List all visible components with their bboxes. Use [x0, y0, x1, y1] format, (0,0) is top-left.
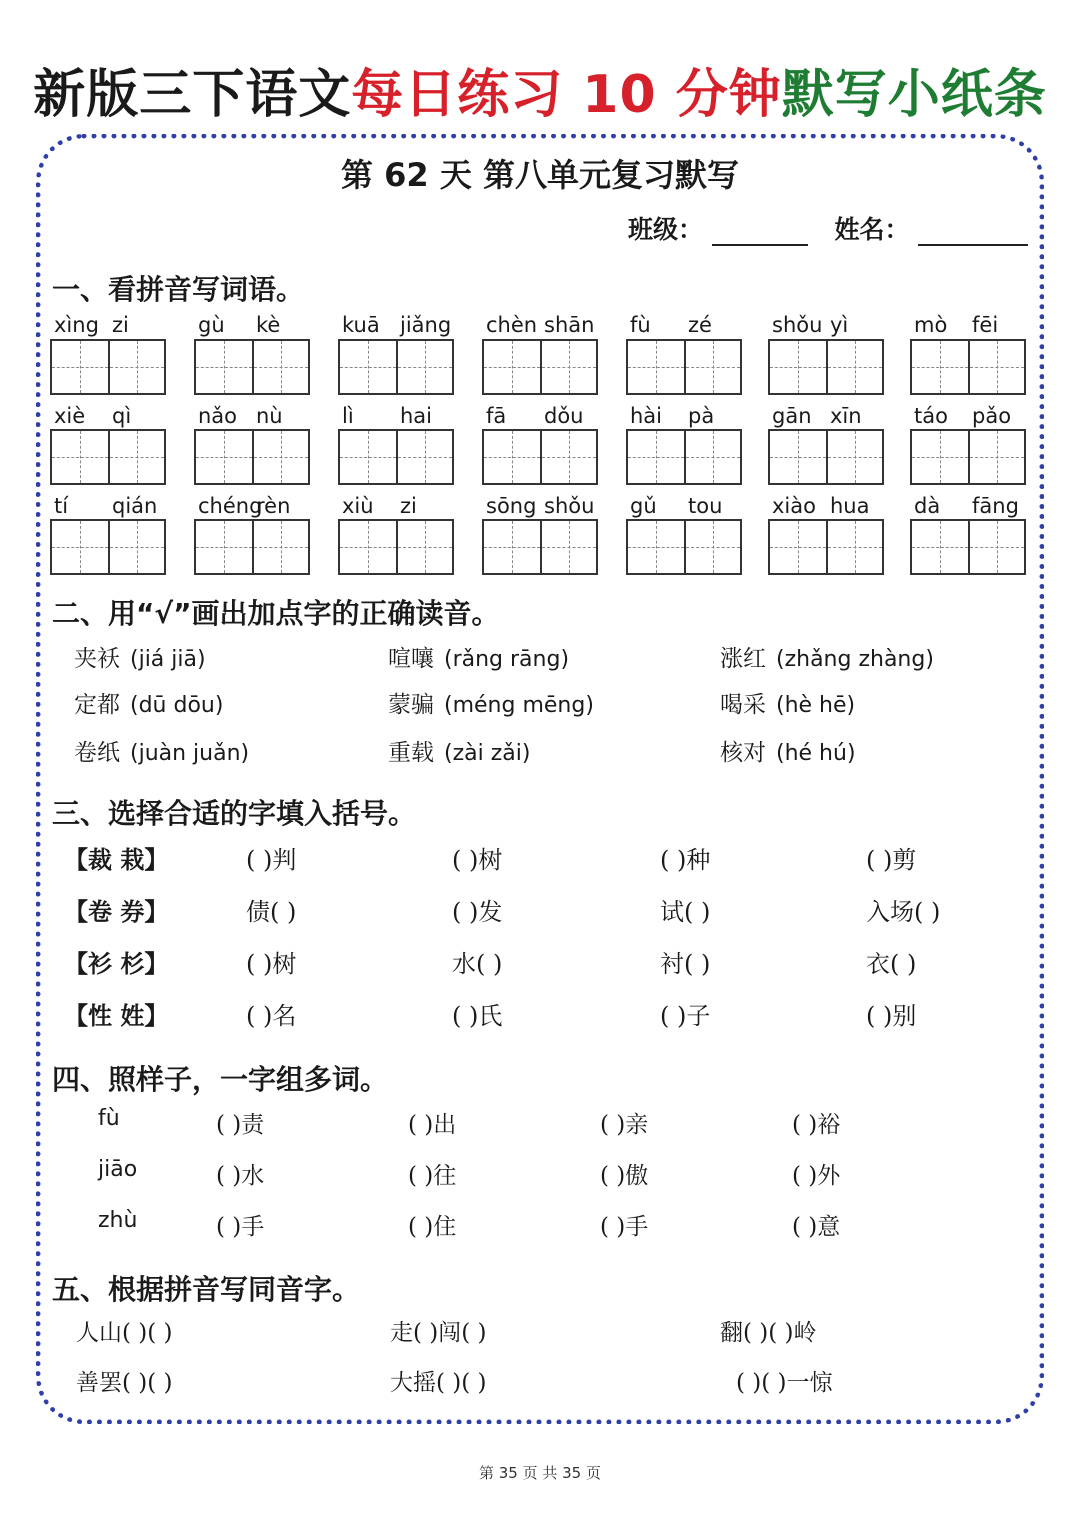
pinyin-syllable-2: nù [256, 404, 283, 428]
tian-cell [252, 431, 308, 483]
writing-box[interactable] [626, 339, 742, 395]
day-title: 第 62 天 第八单元复习默写 [341, 156, 739, 194]
reading-options[interactable]: (dū dōu) [130, 693, 224, 718]
tian-cell [108, 431, 164, 483]
guide-line [940, 521, 941, 573]
title-part-black: 新版三下语文 [33, 65, 352, 125]
writing-box[interactable] [626, 429, 742, 485]
pinyin-syllable-2: hai [400, 404, 433, 428]
group-blank[interactable]: ( )出 [408, 1112, 457, 1138]
reading-word: 核对 [720, 740, 766, 766]
reading-options[interactable]: (rǎng rāng) [444, 647, 570, 672]
pinyin-syllable-1: kuā [342, 313, 380, 337]
tian-cell [826, 341, 882, 393]
reading-options[interactable]: (hé hú) [776, 741, 856, 766]
pinyin-syllable-2: qián [112, 494, 158, 518]
guide-line [80, 521, 81, 573]
header-title [0, 52, 1080, 127]
writing-box[interactable] [910, 519, 1026, 575]
guide-line [512, 521, 513, 573]
choice-blank[interactable]: ( )子 [660, 1002, 711, 1030]
group-pinyin: fù [98, 1106, 120, 1131]
section-4-title: 四、照样子，一字组多词。 [52, 1063, 389, 1096]
reading-options[interactable]: (jiá jiā) [130, 647, 206, 672]
guide-line [656, 521, 657, 573]
reading-word: 夹袄 [74, 646, 120, 672]
tian-cell [252, 521, 308, 573]
pinyin-syllable-1: chéng [198, 494, 263, 518]
reading-word: 喝采 [720, 692, 766, 718]
choice-pair: 【卷 券】 [64, 897, 169, 926]
writing-box[interactable] [194, 429, 310, 485]
reading-word: 喧嚷 [388, 646, 434, 672]
tian-cell [968, 341, 1024, 393]
writing-box[interactable] [194, 339, 310, 395]
choice-blank[interactable]: ( )种 [660, 846, 711, 874]
choice-blank[interactable]: ( )发 [452, 898, 503, 926]
tian-cell [196, 341, 252, 393]
guide-line [855, 431, 856, 483]
reading-word: 涨红 [720, 646, 766, 672]
guide-line [224, 431, 225, 483]
reading-item [74, 686, 223, 719]
choice-blank[interactable]: ( )氏 [452, 1002, 503, 1030]
section-2-title: 二、用“√”画出加点字的正确读音。 [52, 597, 500, 630]
choice-pair: 【裁 栽】 [64, 845, 169, 874]
tian-cell [968, 431, 1024, 483]
pinyin-syllable-2: shǒu [544, 494, 595, 518]
guide-line [713, 431, 714, 483]
class-label: 班级： [628, 215, 704, 244]
writing-box[interactable] [338, 339, 454, 395]
homophone-item[interactable]: 翻( )( )岭 [720, 1320, 817, 1346]
writing-box[interactable] [910, 339, 1026, 395]
tian-cell [912, 431, 968, 483]
tian-cell [540, 521, 596, 573]
guide-line [798, 521, 799, 573]
tian-cell [340, 431, 396, 483]
pinyin-syllable-1: xiào [772, 494, 816, 518]
guide-line [713, 521, 714, 573]
writing-box[interactable] [50, 519, 166, 575]
guide-line [224, 341, 225, 393]
reading-word: 定都 [74, 692, 120, 718]
pinyin-syllable-2: zi [112, 313, 129, 337]
tian-cell [628, 521, 684, 573]
group-pinyin: jiāo [98, 1157, 138, 1182]
tian-cell [484, 521, 540, 573]
guide-line [368, 521, 369, 573]
pinyin-syllable-2: fēi [972, 313, 999, 337]
name-blank[interactable] [918, 218, 1028, 246]
pinyin-syllable-1: gān [772, 404, 812, 428]
guide-line [656, 341, 657, 393]
class-blank[interactable] [712, 218, 808, 246]
tian-cell [912, 341, 968, 393]
pinyin-syllable-1: fā [486, 404, 507, 428]
reading-options[interactable]: (zhǎng zhàng) [776, 647, 934, 672]
guide-line [997, 341, 998, 393]
group-blank[interactable]: ( )手 [216, 1214, 265, 1240]
tian-cell [484, 341, 540, 393]
homophone-item[interactable]: ( )( )一惊 [736, 1370, 833, 1396]
title-part-green: 默写小纸条 [781, 65, 1047, 125]
group-blank[interactable]: ( )往 [408, 1163, 457, 1189]
guide-line [997, 431, 998, 483]
pinyin-syllable-2: pǎo [972, 404, 1012, 428]
reading-word: 蒙骗 [388, 692, 434, 718]
writing-box[interactable] [194, 519, 310, 575]
guide-line [281, 431, 282, 483]
tian-cell [340, 521, 396, 573]
group-blank[interactable]: ( )亲 [600, 1112, 649, 1138]
writing-box[interactable] [768, 519, 884, 575]
choice-blank[interactable]: ( )树 [452, 846, 503, 874]
reading-word: 卷纸 [74, 740, 120, 766]
choice-blank[interactable]: ( )树 [246, 950, 297, 978]
tian-cell [826, 521, 882, 573]
guide-line [512, 341, 513, 393]
group-blank[interactable]: ( )住 [408, 1214, 457, 1240]
tian-cell [396, 431, 452, 483]
pinyin-syllable-1: xiè [54, 404, 86, 428]
tian-cell [968, 521, 1024, 573]
pinyin-syllable-2: rèn [256, 494, 291, 518]
tian-cell [196, 431, 252, 483]
homophone-item[interactable]: 善罢( )( ) [76, 1370, 173, 1396]
guide-line [80, 341, 81, 393]
name-label: 姓名： [834, 215, 910, 244]
pinyin-syllable-1: lì [342, 404, 354, 428]
tian-cell [52, 341, 108, 393]
writing-box[interactable] [768, 429, 884, 485]
writing-box[interactable] [338, 429, 454, 485]
homophone-item[interactable]: 人山( )( ) [76, 1320, 173, 1346]
section-3-title: 三、选择合适的字填入括号。 [52, 797, 417, 830]
tian-cell [52, 431, 108, 483]
group-blank[interactable]: ( )裕 [792, 1112, 841, 1138]
guide-line [137, 521, 138, 573]
guide-line [281, 521, 282, 573]
class-name-line [628, 210, 1028, 246]
writing-box[interactable] [768, 339, 884, 395]
pinyin-syllable-1: nǎo [198, 404, 238, 428]
pinyin-syllable-1: chèn [486, 313, 538, 337]
writing-box[interactable] [626, 519, 742, 575]
guide-line [425, 431, 426, 483]
pinyin-syllable-2: kè [256, 313, 281, 337]
reading-options[interactable]: (hè hē) [776, 693, 856, 718]
pinyin-syllable-1: xiù [342, 494, 374, 518]
group-blank[interactable]: ( )手 [600, 1214, 649, 1240]
tian-cell [540, 431, 596, 483]
group-blank[interactable]: ( )傲 [600, 1163, 649, 1189]
tian-cell [684, 341, 740, 393]
pinyin-syllable-1: gǔ [630, 494, 657, 518]
tian-cell [396, 521, 452, 573]
guide-line [798, 341, 799, 393]
reading-item [720, 640, 934, 673]
guide-line [137, 341, 138, 393]
tian-cell [484, 431, 540, 483]
guide-line [713, 341, 714, 393]
guide-line [281, 341, 282, 393]
guide-line [368, 431, 369, 483]
choice-blank[interactable]: ( )别 [866, 1002, 917, 1030]
reading-word: 重载 [388, 740, 434, 766]
reading-options[interactable]: (zài zǎi) [444, 741, 531, 766]
tian-cell [52, 521, 108, 573]
reading-item [388, 640, 569, 673]
guide-line [569, 341, 570, 393]
reading-options[interactable]: (méng mēng) [444, 693, 594, 718]
choice-pair: 【衫 杉】 [64, 949, 169, 978]
pinyin-syllable-1: hài [630, 404, 663, 428]
pinyin-syllable-2: dǒu [544, 404, 584, 428]
group-blank[interactable]: ( )外 [792, 1163, 841, 1189]
choice-blank[interactable]: ( )名 [246, 1002, 297, 1030]
tian-cell [196, 521, 252, 573]
guide-line [224, 521, 225, 573]
tian-cell [770, 521, 826, 573]
reading-item [388, 686, 594, 719]
pinyin-syllable-2: shān [544, 313, 595, 337]
reading-item [720, 734, 856, 767]
tian-cell [108, 341, 164, 393]
title-part-red: 每日练习 10 分钟 [351, 65, 782, 125]
section-5-title: 五、根据拼音写同音字。 [52, 1273, 361, 1306]
group-blank[interactable]: ( )责 [216, 1112, 265, 1138]
homophone-item[interactable]: 走( )闯( ) [390, 1320, 487, 1346]
writing-box[interactable] [482, 429, 598, 485]
pinyin-syllable-2: tou [688, 494, 723, 518]
tian-cell [684, 431, 740, 483]
choice-blank[interactable]: 衣( ) [866, 950, 917, 978]
guide-line [855, 341, 856, 393]
tian-cell [108, 521, 164, 573]
pinyin-syllable-1: tí [54, 494, 69, 518]
pinyin-syllable-2: fāng [972, 494, 1019, 518]
reading-item [74, 734, 249, 767]
guide-line [798, 431, 799, 483]
reading-item [720, 686, 855, 719]
tian-cell [770, 341, 826, 393]
choice-blank[interactable]: ( )剪 [866, 846, 917, 874]
section-1-title: 一、看拼音写词语。 [52, 273, 305, 306]
writing-box[interactable] [482, 339, 598, 395]
guide-line [368, 341, 369, 393]
tian-cell [628, 431, 684, 483]
guide-line [940, 431, 941, 483]
guide-line [656, 431, 657, 483]
reading-options[interactable]: (juàn juǎn) [130, 741, 250, 766]
tian-cell [684, 521, 740, 573]
guide-line [855, 521, 856, 573]
reading-item [74, 640, 206, 673]
guide-line [512, 431, 513, 483]
choice-blank[interactable]: ( )判 [246, 846, 297, 874]
guide-line [940, 341, 941, 393]
pinyin-syllable-2: yì [830, 313, 849, 337]
tian-cell [826, 431, 882, 483]
group-blank[interactable]: ( )意 [792, 1214, 841, 1240]
guide-line [425, 341, 426, 393]
guide-line [425, 521, 426, 573]
pinyin-syllable-2: qì [112, 404, 132, 428]
tian-cell [912, 521, 968, 573]
writing-box[interactable] [482, 519, 598, 575]
tian-cell [252, 341, 308, 393]
pinyin-syllable-1: xìng [54, 313, 99, 337]
pinyin-syllable-1: fù [630, 313, 651, 337]
pinyin-syllable-2: pà [688, 404, 715, 428]
group-blank[interactable]: ( )水 [216, 1163, 265, 1189]
page-footer: 第 35 页 共 35 页 [478, 1464, 601, 1482]
choice-blank[interactable]: 债( ) [246, 898, 297, 926]
pinyin-syllable-1: sōng [486, 494, 537, 518]
writing-box[interactable] [910, 429, 1026, 485]
tian-cell [396, 341, 452, 393]
pinyin-syllable-1: gù [198, 313, 225, 337]
pinyin-syllable-2: xīn [830, 404, 862, 428]
guide-line [80, 431, 81, 483]
tian-cell [540, 341, 596, 393]
pinyin-syllable-1: shǒu [772, 313, 823, 337]
choice-blank[interactable]: 衬( ) [660, 950, 711, 978]
pinyin-syllable-1: táo [914, 404, 948, 428]
writing-box[interactable] [50, 429, 166, 485]
tian-cell [628, 341, 684, 393]
reading-item [388, 734, 530, 767]
choice-pair: 【性 姓】 [64, 1001, 169, 1030]
pinyin-syllable-2: jiǎng [400, 313, 452, 337]
tian-cell [340, 341, 396, 393]
pinyin-syllable-2: hua [830, 494, 870, 518]
writing-box[interactable] [338, 519, 454, 575]
dotted-frame [36, 134, 1044, 1424]
group-pinyin: zhù [98, 1208, 138, 1233]
pinyin-syllable-2: zi [400, 494, 417, 518]
guide-line [569, 431, 570, 483]
pinyin-syllable-1: dà [914, 494, 941, 518]
choice-blank[interactable]: 水( ) [452, 950, 503, 978]
pinyin-syllable-1: mò [914, 313, 948, 337]
guide-line [569, 521, 570, 573]
guide-line [137, 431, 138, 483]
pinyin-syllable-2: zé [688, 313, 712, 337]
choice-blank[interactable]: 入场( ) [866, 898, 941, 926]
homophone-item[interactable]: 大摇( )( ) [390, 1370, 487, 1396]
tian-cell [770, 431, 826, 483]
writing-box[interactable] [50, 339, 166, 395]
choice-blank[interactable]: 试( ) [660, 898, 711, 926]
guide-line [997, 521, 998, 573]
